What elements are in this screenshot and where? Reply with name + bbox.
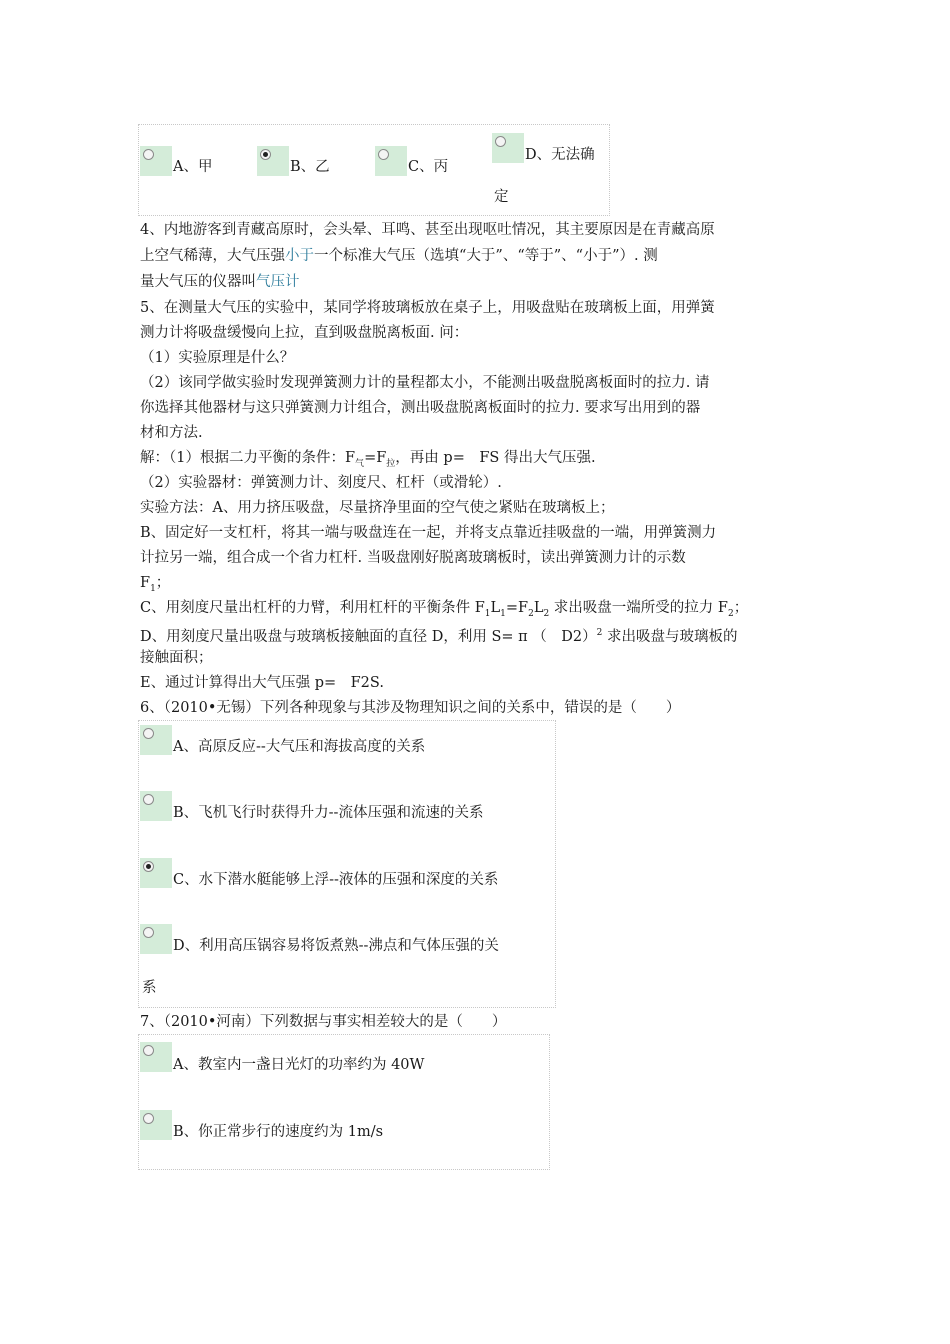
text: =F [505, 600, 529, 616]
radio-circle-icon [143, 149, 154, 160]
q6-option-d-label-cont: 系 [142, 980, 157, 996]
text: 求出吸盘与玻璃板的 [602, 628, 738, 645]
q6-radio-b[interactable] [140, 791, 172, 821]
q4-line-3-pre: 量大气压的仪器叫 [140, 274, 256, 290]
q7-title: 7、（2010•河南）下列数据与事实相差较大的是（ ） [140, 1014, 507, 1030]
q4-answer-1: 小于 [285, 248, 314, 264]
subscript: 1 [150, 583, 156, 594]
subscript: 拉 [386, 458, 396, 469]
superscript: 2 [596, 628, 603, 638]
text: F [140, 575, 151, 591]
text: 解：（1）根据二力平衡的条件：F [140, 450, 356, 466]
q3-option-c-label: C、丙 [408, 159, 449, 175]
q6-radio-a[interactable] [140, 725, 172, 755]
q3-radio-d[interactable] [492, 133, 524, 163]
subscript: 1 [500, 608, 506, 619]
q7-option-a-label: A、教室内一盏日光灯的功率约为 40W [173, 1057, 425, 1073]
subscript: 2 [528, 608, 534, 619]
q5-solution-3: 实验方法：A、用力挤压吸盘，尽量挤净里面的空气使之紧贴在玻璃板上； [140, 500, 615, 516]
q5-solution-5: 计拉另一端，组合成一个省力杠杆. 当吸盘刚好脱离玻璃板时，读出弹簧测力计的示数 [140, 550, 686, 566]
q3-option-b-label: B、乙 [290, 159, 330, 175]
q5-line-5: 你选择其他器材与这只弹簧测力计组合，测出吸盘脱离板面时的拉力. 要求写出用到的器 [140, 400, 701, 416]
q6-options-box [138, 720, 556, 1008]
radio-circle-icon [495, 136, 506, 147]
subscript: 2 [543, 608, 550, 619]
q5-line-2: 测力计将吸盘缓慢向上拉，直到吸盘脱离板面. 问： [140, 325, 469, 341]
text: C、用刻度尺量出杠杆的力臂，利用杠杆的平衡条件 F [140, 600, 485, 616]
q4-line-2 [140, 246, 658, 266]
q6-option-c-label: C、水下潜水艇能够上浮--液体的压强和深度的关系 [173, 872, 499, 888]
q6-option-b-label: B、飞机飞行时获得升力--流体压强和流速的关系 [173, 805, 484, 821]
radio-circle-icon [143, 1045, 154, 1056]
q5-line-6: 材和方法. [140, 425, 203, 441]
q5-solution-6 [140, 573, 170, 599]
q6-radio-c[interactable] [140, 858, 172, 888]
q7-option-b-label: B、你正常步行的速度约为 1m/s [173, 1124, 384, 1140]
q6-title: 6、（2010•无锡）下列各种现象与其涉及物理知识之间的关系中，错误的是（ ） [140, 700, 681, 716]
q3-radio-b[interactable] [257, 146, 289, 176]
q4-line-2-pre: 上空气稀薄，大气压强 [140, 248, 285, 264]
q7-radio-b[interactable] [140, 1110, 172, 1140]
text: D、用刻度尺量出吸盘与玻璃板接触面的直径 D，利用 S= π （ D2） [140, 628, 597, 645]
q3-radio-a[interactable] [140, 146, 172, 176]
text: ； [733, 600, 749, 616]
q3-option-d-label: D、无法确 [525, 147, 595, 163]
q3-option-d-label-cont: 定 [494, 189, 509, 205]
q3-radio-c[interactable] [375, 146, 407, 176]
q5-solution-8 [140, 623, 738, 647]
q4-line-1: 4、内地游客到青藏高原时，会头晕、耳鸣、甚至出现呕吐情况，其主要原因是在青藏高原 [140, 222, 715, 238]
q4-answer-2: 气压计 [256, 274, 300, 290]
q5-solution-10: E、通过计算得出大气压强 p= F2S. [140, 675, 384, 691]
q7-options-box [138, 1034, 550, 1170]
q6-option-d-label: D、利用高压锅容易将饭煮熟--沸点和气体压强的关 [173, 938, 499, 954]
q5-solution-9: 接触面积； [140, 650, 213, 666]
q5-solution-1 [140, 448, 596, 474]
subscript: 1 [484, 608, 491, 619]
radio-circle-icon [143, 794, 154, 805]
q6-option-a-label: A、高原反应--大气压和海拔高度的关系 [173, 739, 426, 755]
q6-radio-d[interactable] [140, 924, 172, 954]
q5-line-4: （2）该同学做实验时发现弹簧测力计的量程都太小，不能测出吸盘脱离板面时的拉力. 请 [140, 375, 710, 391]
q4-line-2-post: 一个标准大气压（选填“大于”、“等于”、“小于”）. 测 [314, 248, 658, 264]
radio-circle-icon [143, 927, 154, 938]
subscript: 2 [727, 608, 734, 619]
radio-circle-icon [143, 1113, 154, 1124]
q4-line-3 [140, 272, 300, 292]
text: =F [364, 450, 387, 466]
text: 求出吸盘一端所受的拉力 F [549, 600, 728, 616]
radio-selected-icon [260, 149, 271, 160]
q7-radio-a[interactable] [140, 1042, 172, 1072]
radio-selected-icon [143, 861, 154, 872]
q5-solution-4: B、固定好一支杠杆，将其一端与吸盘连在一起，并将支点靠近挂吸盘的一端，用弹簧测力 [140, 525, 717, 541]
q5-solution-7 [140, 598, 748, 624]
text: L [490, 600, 501, 616]
text: ，再由 p= FS 得出大气压强. [395, 450, 596, 466]
q5-line-1: 5、在测量大气压的实验中，某同学将玻璃板放在桌子上，用吸盘贴在玻璃板上面，用弹簧 [140, 300, 715, 316]
text: L [533, 600, 544, 616]
text: ； [155, 575, 171, 591]
q3-options-box [138, 124, 610, 216]
subscript: 气 [355, 458, 365, 469]
q3-option-a-label: A、甲 [173, 159, 213, 175]
q5-solution-2: （2）实验器材：弹簧测力计、刻度尺、杠杆（或滑轮）. [140, 475, 502, 491]
radio-circle-icon [143, 728, 154, 739]
radio-circle-icon [378, 149, 389, 160]
q5-line-3: （1）实验原理是什么？ [140, 350, 295, 366]
